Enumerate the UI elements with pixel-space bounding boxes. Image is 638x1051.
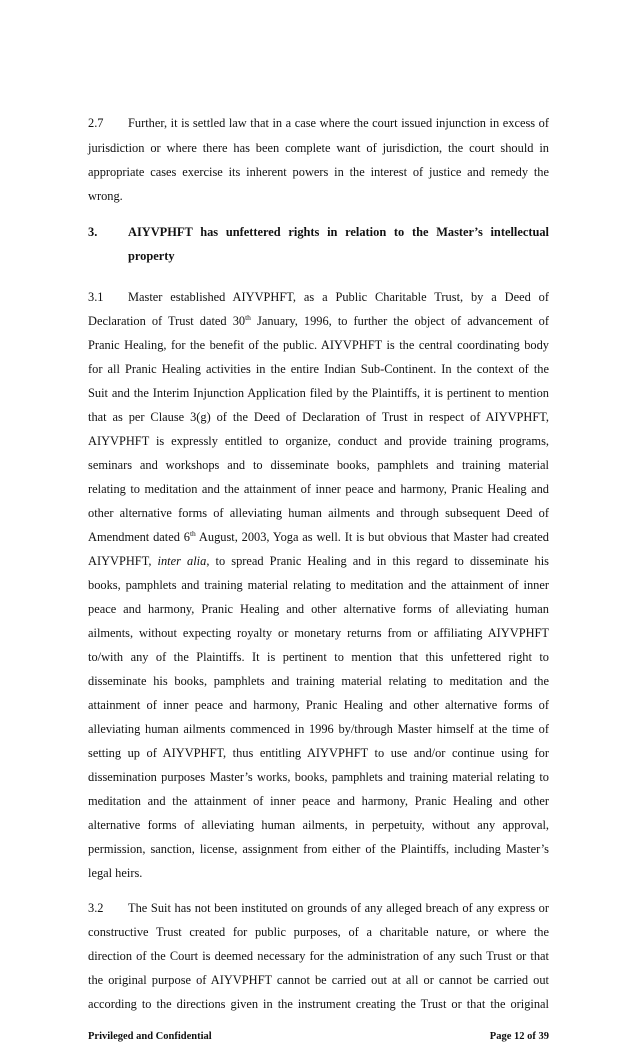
paragraph-line: to/with any of the Plaintiffs. It is pertinent to mention that this unfettered right to xyxy=(88,650,549,664)
paragraph-line: peace and harmony, Pranic Healing and other alternative forms of alleviating human xyxy=(88,602,549,616)
paragraph-line: attainment of inner peace and harmony, Pranic Healing and other alternative forms of xyxy=(88,698,549,712)
paragraph-line: direction of the Court is deemed necessary for the administration of any such Trust or that xyxy=(88,949,549,963)
paragraph-line: relating to meditation and the attainment of inner peace and harmony, Pranic Healing and xyxy=(88,482,549,496)
paragraph-line: the original purpose of AIYVPHFT cannot be carried out at all or cannot be carried out xyxy=(88,973,549,987)
paragraph-number: 2.7 xyxy=(88,116,104,130)
paragraph-line: jurisdiction or where there has been complete want of jurisdiction, the court should in xyxy=(88,141,549,155)
paragraph-line: Further, it is settled law that in a case where the court issued injunction in excess of xyxy=(128,116,549,130)
paragraph-line: legal heirs. xyxy=(88,866,143,880)
paragraph-line: Declaration of Trust dated 30th January, 1996, to further the object of advancement of xyxy=(88,313,549,328)
paragraph-line: appropriate cases exercise its inherent powers in the interest of justice and remedy the xyxy=(88,165,549,179)
paragraph-number: 3.1 xyxy=(88,290,104,304)
paragraph-line: other alternative forms of alleviating human ailments and through subsequent Deed of xyxy=(88,506,549,520)
paragraph-line: AIYVPHFT, inter alia, to spread Pranic Healing and in this regard to disseminate his xyxy=(88,554,549,568)
paragraph-line: alleviating human ailments commenced in 1996 by/through Master himself at the time of xyxy=(88,722,549,736)
paragraph-line: Pranic Healing, for the benefit of the public. AIYVPHFT is the central coordinating body xyxy=(88,338,549,352)
paragraph-line: that as per Clause 3(g) of the Deed of Declaration of Trust in respect of AIYVPHFT, xyxy=(88,410,549,424)
section-heading-line: property xyxy=(128,249,175,263)
paragraph-number: 3.2 xyxy=(88,901,104,915)
paragraph-line: according to the directions given in the instrument creating the Trust or that the original xyxy=(88,997,549,1011)
paragraph-line: Suit and the Interim Injunction Application filed by the Plaintiffs, it is pertinent to mention xyxy=(88,386,549,400)
paragraph-line: The Suit has not been instituted on grounds of any alleged breach of any express or xyxy=(128,901,549,915)
footer-page-number: Page 12 of 39 xyxy=(489,1031,549,1042)
footer-confidential: Privileged and Confidential xyxy=(88,1031,212,1042)
paragraph-line: Amendment dated 6th August, 2003, Yoga as well. It is but obvious that Master had created xyxy=(88,529,550,544)
paragraph-line: permission, sanction, license, assignment from either of the Plaintiffs, including Master’s xyxy=(88,842,549,856)
paragraph-line: meditation and the attainment of inner peace and harmony, Pranic Healing and other xyxy=(88,794,549,808)
paragraph-line: for all Pranic Healing activities in the entire Indian Sub-Continent. In the context of the xyxy=(88,362,549,376)
paragraph-line: dissemination purposes Master’s works, books, pamphlets and training material relating to xyxy=(88,770,549,784)
paragraph-line: seminars and workshops and to disseminate books, pamphlets and training material xyxy=(88,458,549,472)
paragraph-line: disseminate his books, pamphlets and training material relating to meditation and the xyxy=(88,674,549,688)
section-heading-line: AIYVPHFT has unfettered rights in relation to the Master’s intellectual xyxy=(128,225,549,239)
paragraph-line: Master established AIYVPHFT, as a Public Charitable Trust, by a Deed of xyxy=(128,290,549,304)
paragraph-line: setting up of AIYVPHFT, thus entitling AIYVPHFT to use and/or continue using for xyxy=(88,746,549,760)
paragraph-line: alternative forms of alleviating human ailments, in perpetuity, without any approval, xyxy=(88,818,549,832)
paragraph-line: wrong. xyxy=(88,189,123,203)
paragraph-line: AIYVPHFT is expressly entitled to organize, conduct and provide training programs, xyxy=(88,434,549,448)
paragraph-line: books, pamphlets and training material relating to meditation and the attainment of inner xyxy=(88,578,549,592)
paragraph-line: ailments, without expecting royalty or monetary returns from or affiliating AIYVPHFT xyxy=(88,626,549,640)
section-number: 3. xyxy=(88,225,98,239)
paragraph-line: constructive Trust created for public purposes, of a charitable nature, or where the xyxy=(88,925,549,939)
